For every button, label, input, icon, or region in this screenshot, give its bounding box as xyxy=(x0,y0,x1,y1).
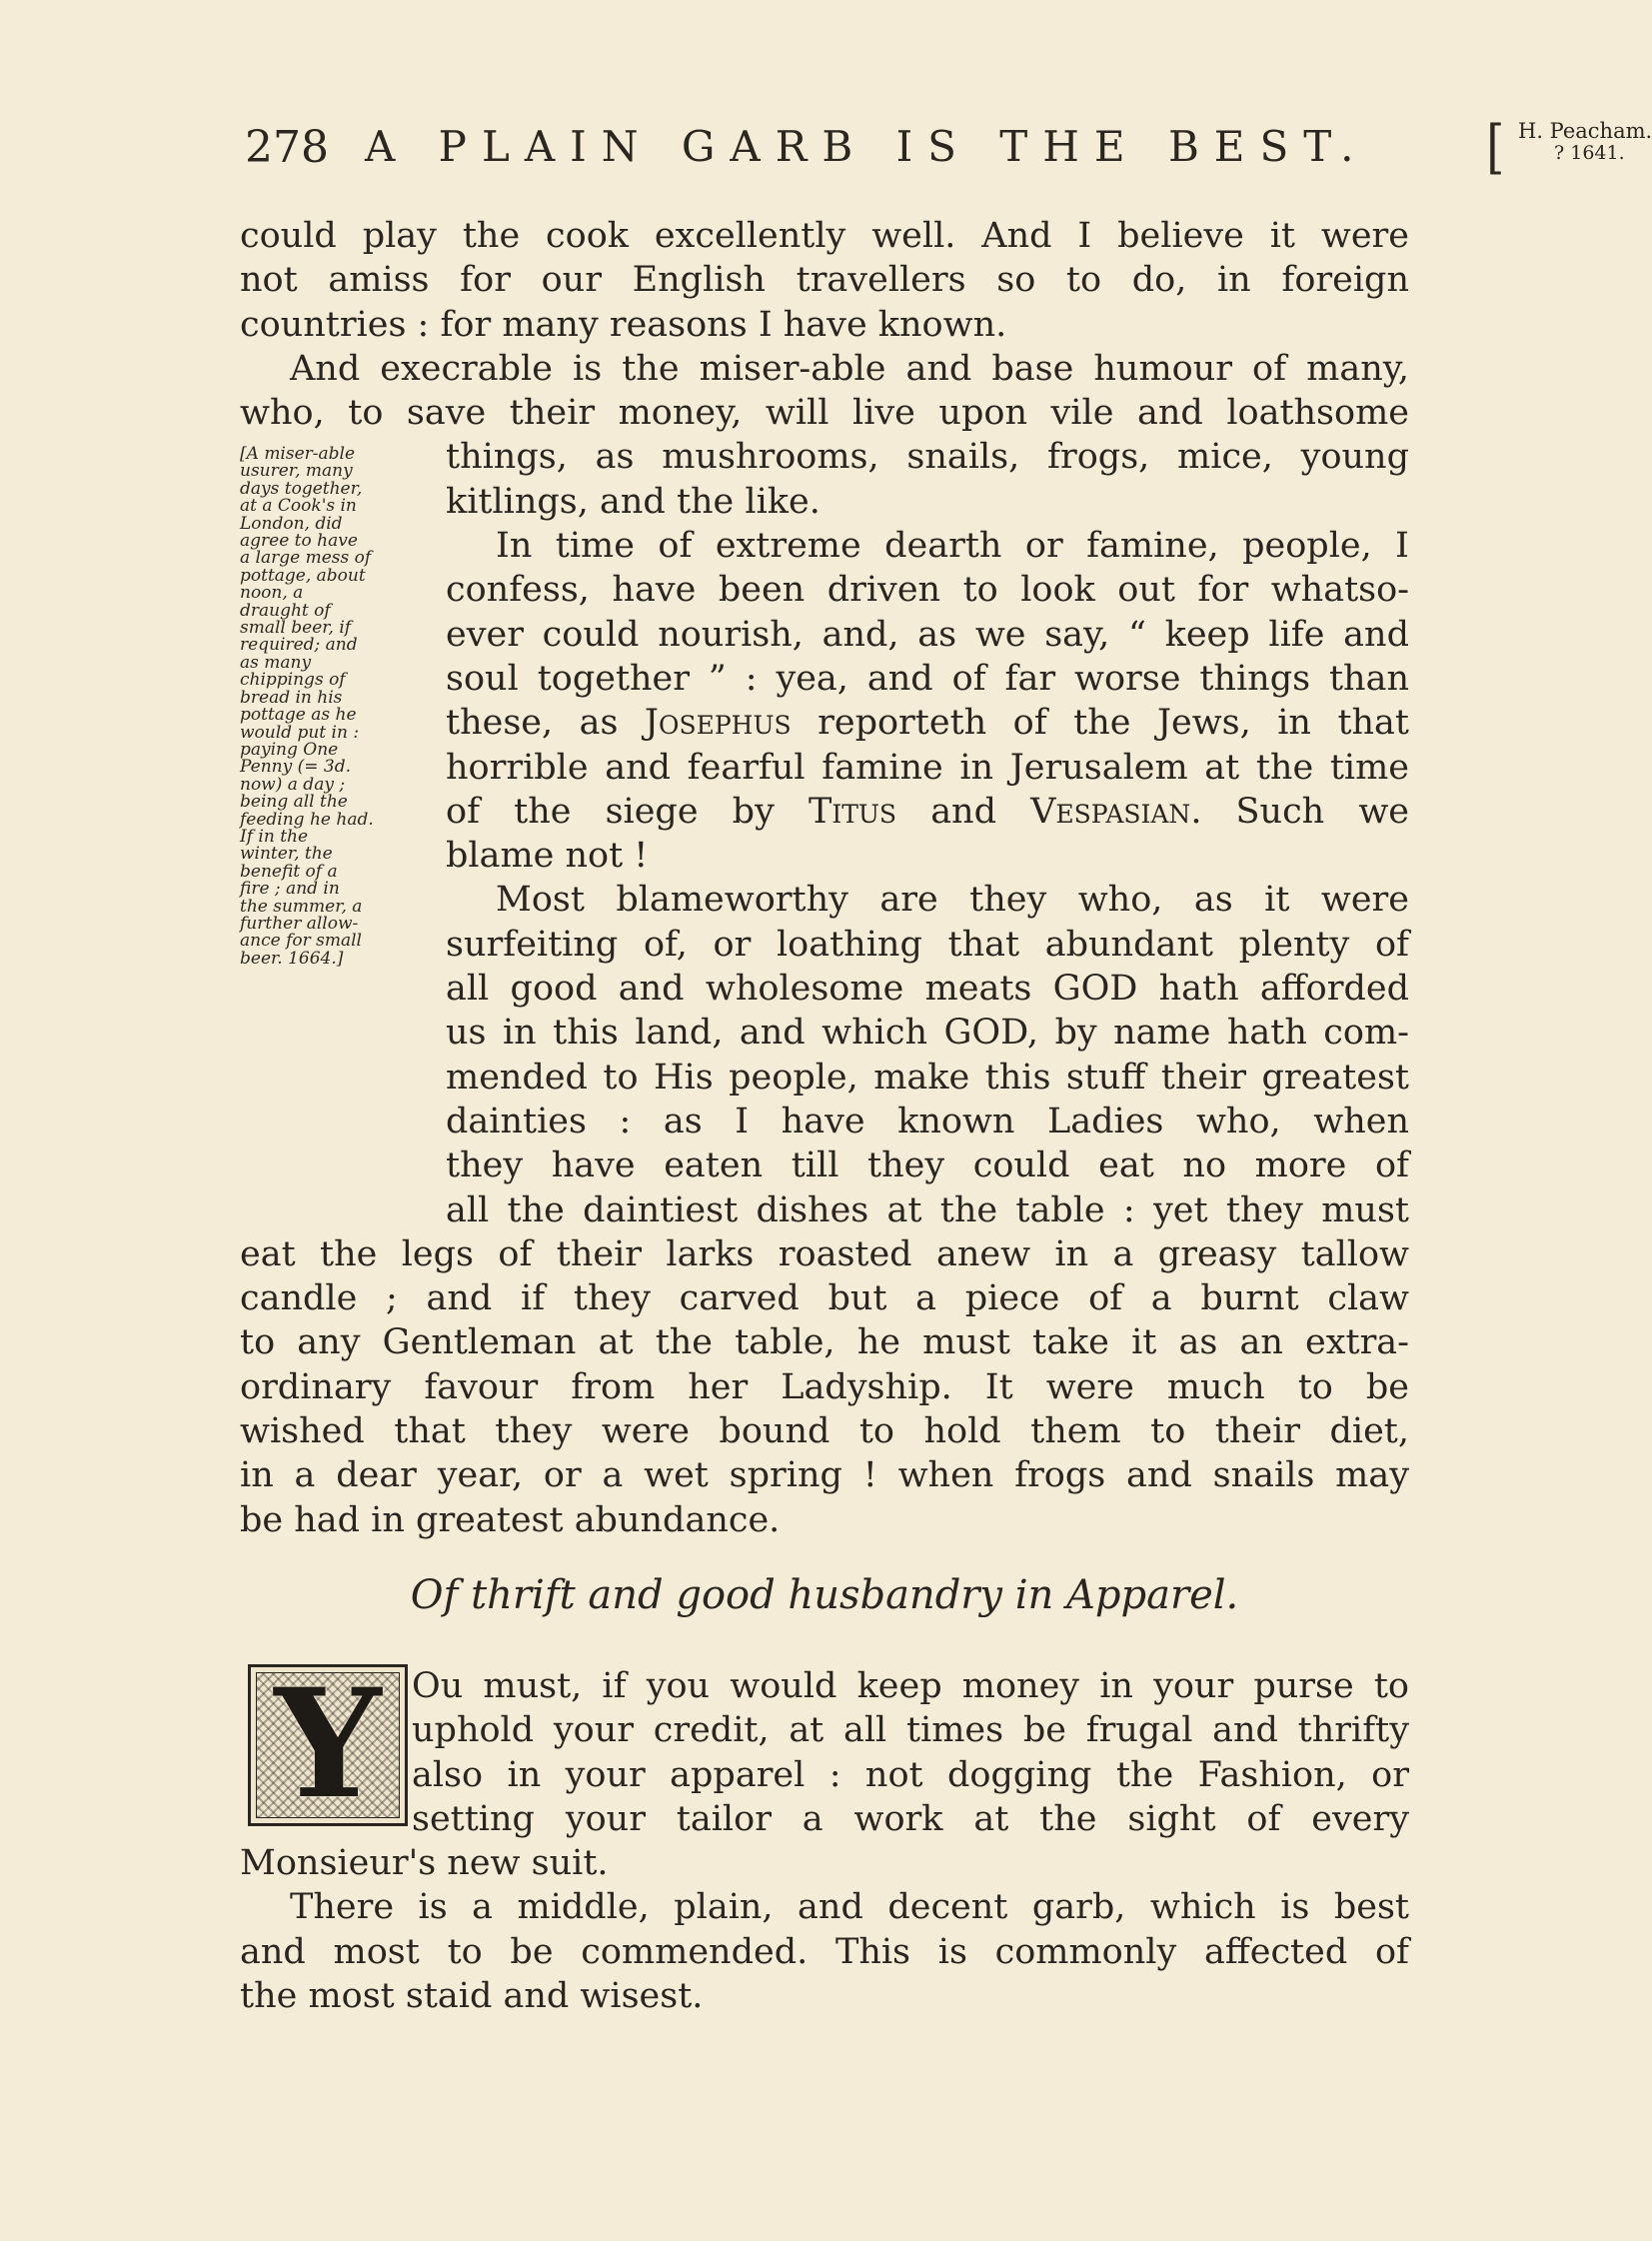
margin-line: ance for small xyxy=(240,931,362,952)
text-line: us in this land, and which GOD, by name hath com- xyxy=(446,1013,1409,1054)
running-date: ? 1641. xyxy=(1554,142,1625,164)
name-vespasian: Vespasian xyxy=(1030,791,1191,832)
text-line: dainties : as I have known Ladies who, when xyxy=(446,1101,1409,1141)
margin-line: beer. 1664.] xyxy=(240,948,344,969)
bracket-glyph: [ xyxy=(1486,113,1505,181)
margin-line: further allow- xyxy=(240,913,359,934)
text-line: ever could nourish, and, as we say, “ keep life and xyxy=(446,614,1409,655)
margin-line: Penny (= 3d. xyxy=(240,757,352,778)
margin-line: small beer, if xyxy=(240,618,352,639)
text-line: soul together ” : yea, and of far worse things than xyxy=(446,658,1409,699)
margin-line: [A miser-able xyxy=(240,444,356,464)
text-line xyxy=(446,701,1409,745)
name-titus: Titus xyxy=(808,791,897,832)
text-line: In time of extreme dearth or famine, people, I xyxy=(496,526,1409,567)
text-line: confess, have been driven to look out for whatso- xyxy=(446,570,1409,611)
running-author: H. Peacham. xyxy=(1518,119,1652,143)
text-line: they have eaten till they could eat no more of xyxy=(446,1145,1409,1186)
text-line: countries : for many reasons I have known. xyxy=(240,304,1007,345)
text-line: all the daintiest dishes at the table : yet they must xyxy=(446,1189,1409,1230)
text-line: could play the cook excellently well. And I believe it were xyxy=(240,216,1409,256)
text-line: surfeiting of, or loathing that abundant plenty of xyxy=(446,924,1409,965)
margin-line: chippings of xyxy=(240,670,346,691)
margin-line: bread in his xyxy=(240,687,343,708)
text-line: mended to His people, make this stuff their greatest xyxy=(446,1057,1409,1098)
margin-line: noon, a xyxy=(240,583,304,604)
text-line: to any Gentleman at the table, he must take it as an extra- xyxy=(240,1322,1409,1363)
text-segment: reporteth of the Jews, in that xyxy=(818,703,1409,744)
text-line: eat the legs of their larks roasted anew in a greasy tallow xyxy=(240,1233,1409,1274)
text-line: uphold your credit, at all times be frugal and thrifty xyxy=(412,1710,1409,1751)
text-line: who, to save their money, will live upon vile and loathsome xyxy=(240,393,1409,434)
margin-line: as many xyxy=(240,652,312,673)
running-title: A PLAIN GARB IS THE BEST. xyxy=(365,122,1369,171)
text-segment: of the siege by xyxy=(446,791,775,832)
text-line: horrible and fearful famine in Jerusalem at the time xyxy=(446,747,1409,788)
text-line: kitlings, and the like. xyxy=(446,481,821,522)
text-line: There is a middle, plain, and decent garb, which is best xyxy=(290,1887,1409,1928)
text-line: the most staid and wisest. xyxy=(240,1976,704,2017)
text-line: Ou must, if you would keep money in your purse to xyxy=(412,1666,1409,1706)
margin-line: would put in : xyxy=(240,722,360,743)
text-line: blame not ! xyxy=(446,836,649,877)
margin-line: pottage as he xyxy=(240,705,357,726)
text-line: also in your apparel : not dogging the Fashion, or xyxy=(412,1754,1409,1795)
text-line: things, as mushrooms, snails, frogs, mice, young xyxy=(446,437,1409,478)
main-text xyxy=(240,214,1409,1542)
text-line: ordinary favour from her Ladyship. It were much to be xyxy=(240,1366,1409,1407)
page-number: 278 xyxy=(245,122,329,173)
text-line: and most to be commended. This is commonly affected of xyxy=(240,1931,1409,1972)
margin-line: feeding he had. xyxy=(240,809,374,830)
running-head xyxy=(245,113,1652,181)
text-line: setting your tailor a work at the sight of every xyxy=(412,1798,1409,1839)
margin-line: benefit of a xyxy=(240,861,338,882)
text-line: in a dear year, or a wet spring ! when frogs and snails may xyxy=(240,1455,1409,1496)
margin-line: required; and xyxy=(240,635,358,656)
margin-line: days together, xyxy=(240,478,363,499)
text-line: candle ; and if they carved but a piece of a burnt claw xyxy=(240,1278,1409,1319)
margin-line: agree to have xyxy=(240,531,358,552)
margin-line: being all the xyxy=(240,792,348,813)
margin-line: pottage, about xyxy=(240,565,366,586)
text-line: And execrable is the miser-able and base humour of many, xyxy=(290,348,1409,389)
margin-line: paying One xyxy=(240,739,339,760)
text-line xyxy=(446,790,1409,834)
text-line: wished that they were bound to hold them to their diet, xyxy=(240,1411,1409,1452)
text-line: Monsieur's new suit. xyxy=(240,1843,609,1884)
margin-line: now) a day ; xyxy=(240,774,346,795)
text-line: not amiss for our English travellers so to do, in foreign xyxy=(240,260,1409,301)
margin-line: draught of xyxy=(240,600,331,621)
text-segment: . Such we xyxy=(1190,791,1409,832)
margin-line: at a Cook's in xyxy=(240,496,357,517)
margin-line: usurer, many xyxy=(240,461,353,482)
apparel-paragraph xyxy=(240,1656,1409,2018)
text-line: all good and wholesome meats GOD hath afforded xyxy=(446,969,1409,1010)
dropcap-letter: Y xyxy=(274,1656,382,1832)
text-line: be had in greatest abundance. xyxy=(240,1499,781,1540)
margin-line: fire ; and in xyxy=(240,879,340,900)
margin-line: a large mess of xyxy=(240,548,372,569)
text-segment: and xyxy=(930,791,997,832)
section-heading: Of thrift and good husbandry in Apparel. xyxy=(410,1572,1239,1618)
margin-line: London, did xyxy=(240,513,343,534)
text-segment: these, as xyxy=(446,703,619,744)
name-josephus: Josephus xyxy=(644,703,792,744)
margin-line: the summer, a xyxy=(240,896,363,917)
margin-line: winter, the xyxy=(240,844,333,865)
text-line: Most blameworthy are they who, as it were xyxy=(496,880,1409,921)
margin-line: If in the xyxy=(240,826,309,847)
